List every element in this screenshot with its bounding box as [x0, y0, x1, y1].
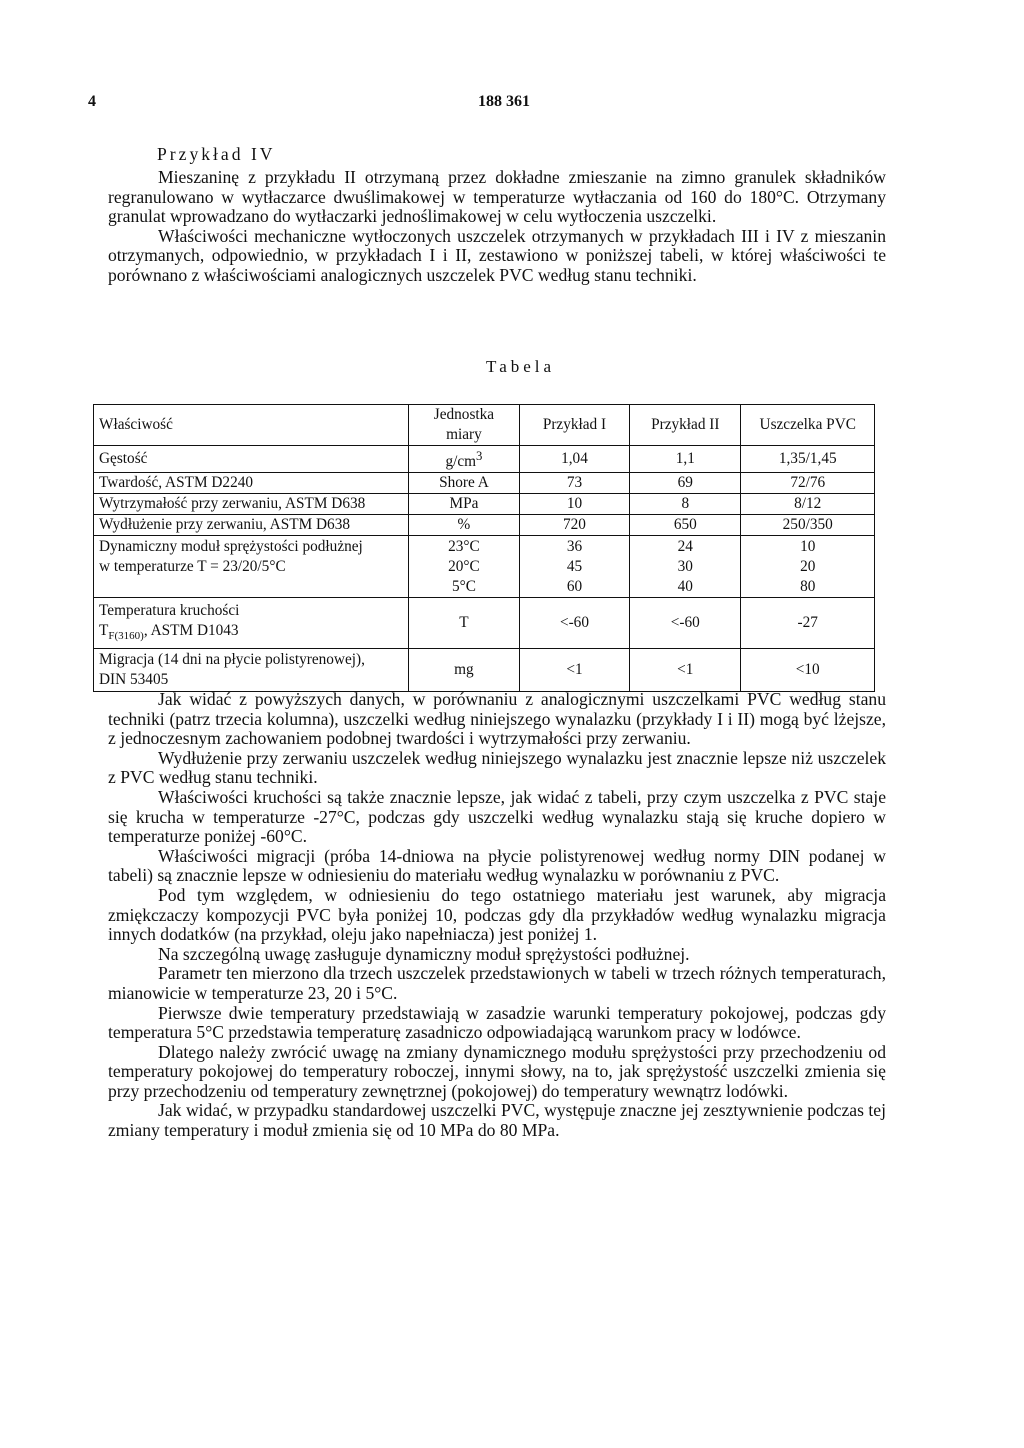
value-cell: <1	[630, 649, 741, 692]
property-cell: Wytrzymałość przy zerwaniu, ASTM D638	[94, 494, 409, 515]
unit-cell: T	[409, 598, 520, 649]
value-cell: 8	[630, 494, 741, 515]
value-cell: 10	[519, 494, 629, 515]
unit-cell: %	[409, 515, 520, 536]
symbol-text: T	[99, 622, 109, 640]
page-number: 4	[88, 93, 96, 110]
unit-text: g/cm	[445, 453, 477, 471]
table-row	[94, 598, 875, 649]
paragraph: Jak widać, w przypadku standardowej uszczelki PVC, występuje znaczne jej zesztywnienie podczas tej zmiany temperatury i moduł zmienia się od 10 MPa do 80 MPa.	[108, 1100, 886, 1141]
table-row	[94, 515, 875, 536]
value-cell: -27	[741, 598, 875, 649]
value: 36	[566, 538, 583, 556]
patent-number: 188 361	[478, 93, 530, 110]
value-cell: 650	[630, 515, 741, 536]
value: 45	[566, 558, 583, 576]
paragraph: Właściwości kruchości są także znacznie lepsze, jak widać z tabeli, przy czym uszczelka z PVC staje się krucha w temperaturze -27°C, podczas gdy uszczelki według wynalazku stają się kruche dopiero w temperaturze poniżej -60°C.	[108, 786, 886, 847]
property-cell	[94, 649, 409, 692]
header-cell: Przykład I	[519, 405, 629, 446]
table-row	[94, 494, 875, 515]
value: 20	[800, 558, 816, 576]
property-cell: Wydłużenie przy zerwaniu, ASTM D638	[94, 515, 409, 536]
paragraph: Jak widać z powyższych danych, w porównaniu z analogicznymi uszczelkami PVC według stanu techniki (patrz trzecia kolumna), uszczelki według niniejszego wynalazku (przykłady I i II) mogą być lżejsze, z jednoczesnym zachowaniem podobnej twardości i wytrzymałości przy zerwaniu.	[108, 689, 886, 749]
properties-table	[93, 404, 875, 692]
value-cell: <-60	[630, 598, 741, 649]
value: 10	[800, 538, 816, 556]
table-row	[94, 649, 875, 692]
value-cell: 250/350	[741, 515, 875, 536]
value-cell: <10	[741, 649, 875, 692]
header-cell: Właściwość	[94, 405, 409, 446]
value-cell	[630, 536, 741, 598]
paragraph: Parametr ten mierzono dla trzech uszczelek przedstawionych w tabeli w trzech różnych temperaturach, mianowicie w temperaturze 23, 20 i 5°C.	[108, 963, 886, 1003]
intro-text	[108, 168, 886, 286]
unit-cell: MPa	[409, 494, 520, 515]
unit-value: 23°C	[448, 538, 480, 556]
value-cell	[519, 536, 629, 598]
unit-cell: Shore A	[409, 473, 520, 494]
property-cell	[94, 598, 409, 649]
unit-cell	[409, 446, 520, 473]
unit-cell: mg	[409, 649, 520, 692]
value: 40	[677, 578, 693, 596]
unit-value: 5°C	[451, 578, 476, 596]
value-cell: 1,35/1,45	[741, 446, 875, 473]
property-cell	[94, 536, 409, 598]
paragraph: Mieszaninę z przykładu II otrzymaną przez dokładne zmieszanie na zimno granulek składników regranulowano w wytłaczarce dwuślimakowej w temperaturze wytłaczania od 160 do 180°C. Otrzymany granulat wprowadzano do wytłaczarki jednoślimakowej w celu wytłoczenia uszczelki.	[108, 167, 886, 227]
unit-cell	[409, 536, 520, 598]
standard-text: , ASTM D1043	[143, 622, 239, 640]
table-row	[94, 473, 875, 494]
table-header-row	[94, 405, 875, 446]
value: 80	[800, 578, 816, 596]
paragraph: Właściwości migracji (próba 14-dniowa na płycie polistyrenowej według normy DIN podanej w tabeli) są znacznie lepsze w odniesieniu do materiału według wynalazku w porównaniu z PVC.	[108, 845, 886, 886]
table-row	[94, 446, 875, 473]
header-cell: Przykład II	[630, 405, 741, 446]
value: 30	[677, 558, 693, 576]
property-cell: Twardość, ASTM D2240	[94, 473, 409, 494]
table-caption: Tabela	[486, 357, 556, 376]
header-cell: Uszczelka PVC	[741, 405, 875, 446]
discussion-text	[108, 690, 886, 1141]
property-cell: Gęstość	[94, 446, 409, 473]
value-cell: 1,04	[519, 446, 629, 473]
value: 60	[566, 578, 583, 596]
unit-superscript: 3	[476, 449, 483, 463]
property-line: Migracja (14 dni na płycie polistyrenowej),	[99, 651, 365, 669]
value-cell: 720	[519, 515, 629, 536]
example-heading: Przykład IV	[157, 144, 276, 164]
value-cell: <-60	[519, 598, 629, 649]
value-cell: 72/76	[741, 473, 875, 494]
value-cell: 8/12	[741, 494, 875, 515]
unit-value: 20°C	[448, 558, 480, 576]
paragraph: Wydłużenie przy zerwaniu uszczelek według niniejszego wynalazku jest znacznie lepsze niż uszczelek z PVC według stanu techniki.	[108, 747, 886, 788]
property-line: Dynamiczny moduł sprężystości podłużnej	[99, 538, 363, 556]
value-cell	[741, 536, 875, 598]
table-row	[94, 536, 875, 598]
value-cell: 1,1	[630, 446, 741, 473]
paragraph: Dlatego należy zwrócić uwagę na zmiany dynamicznego modułu sprężystości przy przechodzeniu od temperatury pokojowej do temperatury roboczej, innymi słowy, na to, jak sprężystość uszczelki zmienia się przy przechodzeniu od temperatury zewnętrznej (pokojowej) do temperatury wewnątrz lodówki.	[108, 1041, 886, 1101]
paragraph: Na szczególną uwagę zasługuje dynamiczny moduł sprężystości podłużnej.	[158, 943, 690, 964]
property-line: DIN 53405	[99, 671, 169, 689]
value-cell: 69	[630, 473, 741, 494]
header-cell: Jednostka miary	[409, 405, 520, 446]
property-line: w temperaturze T = 23/20/5°C	[99, 558, 286, 576]
value: 24	[677, 538, 693, 556]
symbol-subscript: F(3160)	[108, 630, 144, 643]
value-cell: 73	[519, 473, 629, 494]
paragraph: Pierwsze dwie temperatury przedstawiają w zasadzie warunki temperatury pokojowej, podczas gdy temperatura 5°C przedstawia temperaturę zasadniczo odpowiadającą warunkom pracy w lodówce.	[108, 1002, 886, 1043]
property-line: Temperatura kruchości	[99, 602, 240, 620]
value-cell: <1	[519, 649, 629, 692]
paragraph: Właściwości mechaniczne wytłoczonych uszczelek otrzymanych w przykładach III i IV z mieszanin otrzymanych, odpowiednio, w przykładach I i II, zestawiono w poniższej tabeli, w której właściwości te porównano z właściwościami analogicznych uszczelek PVC według stanu techniki.	[108, 225, 886, 285]
paragraph: Pod tym względem, w odniesieniu do tego ostatniego materiału jest warunek, aby migracja zmiękczaczy kompozycji PVC była poniżej 10, podczas gdy dla przykładów według wynalazku migracja innych dodatków (na przykład, oleju jako napełniacza) jest poniżej 1.	[108, 884, 886, 945]
property-line	[99, 621, 403, 646]
